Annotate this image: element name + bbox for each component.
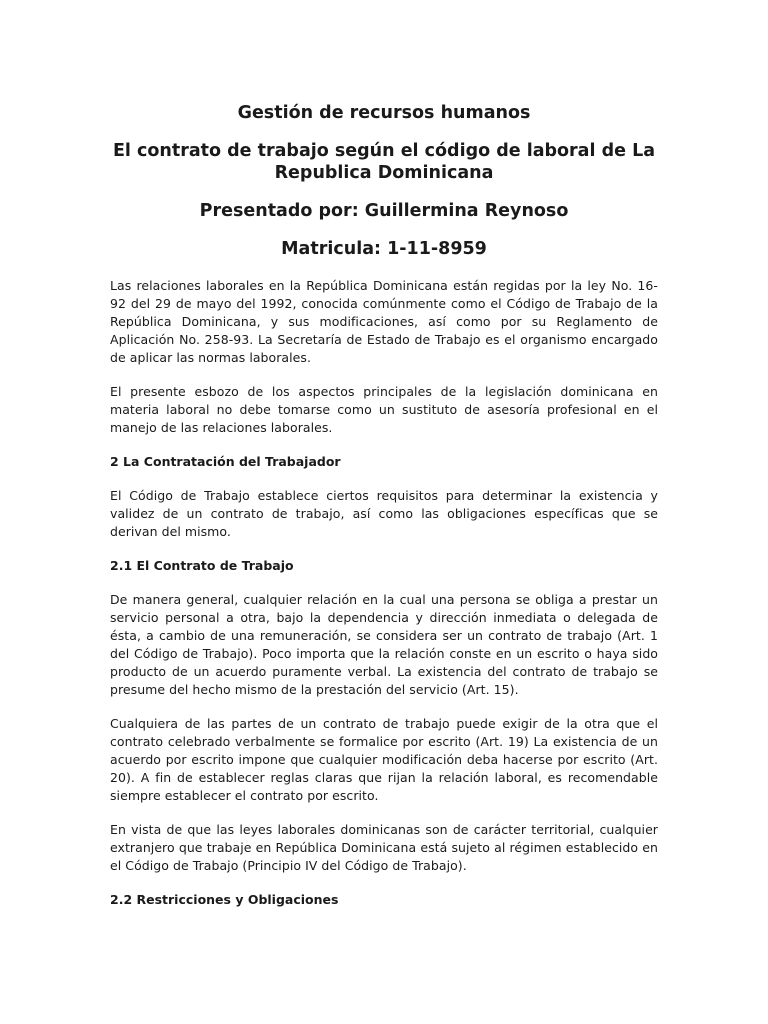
document-page: [110, 102, 658, 925]
section-2-paragraph-1: El Código de Trabajo establece ciertos requisitos para determinar la existencia y validez de un contrato de trabajo, así como las obligaciones específicas que se derivan del mismo.: [110, 488, 658, 539]
intro-paragraph-1: Las relaciones laborales en la República Dominicana están regidas por la ley No. 16-92 del 29 de mayo del 1992, conocida comúnmente como el Código de Trabajo de la República Dominicana, y sus modificaciones, así como por su Reglamento de Aplicación No. 258-93. La Secretaría de Estado de Trabajo es el organismo encargado de aplicar las normas laborales.: [110, 278, 658, 365]
section-2-2-heading: 2.2 Restricciones y Obligaciones: [110, 892, 339, 907]
section-2-1-paragraph-2: Cualquiera de las partes de un contrato de trabajo puede exigir de la otra que el contrato celebrado verbalmente se formalice por escrito (Art. 19) La existencia de un acuerdo por escrito impone que cualquier modificación deba hacerse por escrito (Art. 20). A fin de establecer reglas claras que rijan la relación laboral, es recomendable siempre establecer el contrato por escrito.: [110, 716, 658, 803]
document-subtitle: El contrato de trabajo según el código de laboral de La Republica Dominicana: [112, 141, 656, 183]
section-2-1-heading: 2.1 El Contrato de Trabajo: [110, 558, 294, 573]
matricula-line: Matricula: 1-11-8959: [281, 239, 487, 259]
section-2-1-paragraph-3: En vista de que las leyes laborales dominicanas son de carácter territorial, cualquier extranjero que trabaje en República Dominicana está sujeto al régimen establecido en el Código de Trabajo (Principio IV del Código de Trabajo).: [110, 822, 658, 873]
intro-paragraph-2: El presente esbozo de los aspectos principales de la legislación dominicana en materia laboral no debe tomarse como un sustituto de asesoría profesional en el manejo de las relaciones laborales.: [110, 384, 658, 435]
presenter-line: Presentado por: Guillermina Reynoso: [199, 201, 569, 221]
section-2-1-paragraph-1: De manera general, cualquier relación en la cual una persona se obliga a prestar un servicio personal a otra, bajo la dependencia y dirección inmediata o delegada de ésta, a cambio de una remuneración, se considera ser un contrato de trabajo (Art. 1 del Código de Trabajo). Poco importa que la relación conste en un escrito o haya sido producto de un acuerdo puramente verbal. La existencia del contrato de trabajo se presume del hecho mismo de la prestación del servicio (Art. 15).: [110, 592, 658, 697]
section-2-heading: 2 La Contratación del Trabajador: [110, 454, 341, 469]
document-title: Gestión de recursos humanos: [237, 103, 531, 123]
